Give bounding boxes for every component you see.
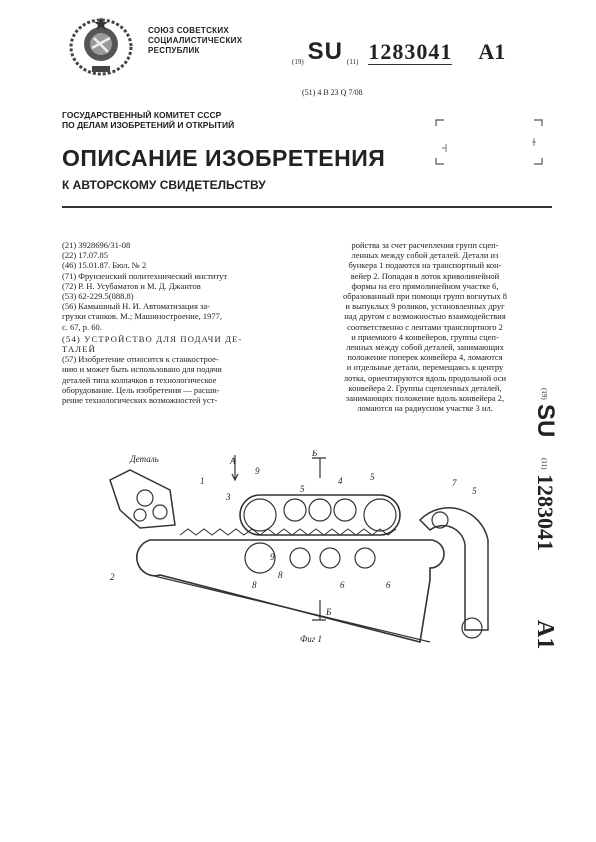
part [137, 490, 153, 506]
margin-inid-11: (11) [540, 458, 548, 470]
abstract-line: образованный при помощи групп вогнутых 8 [343, 291, 507, 302]
roller [290, 548, 310, 568]
margin-patent-number [520, 370, 580, 670]
biblio-line: (53) 62-229.5(088.8) [62, 291, 134, 302]
kind-code: A1 [478, 39, 506, 64]
roller [334, 499, 356, 521]
roller [284, 499, 306, 521]
figure-label: 1 [200, 476, 205, 486]
abstract-line: вейер 2. Попадая в лоток криволинейной [350, 270, 500, 281]
figure-label: 5 [472, 486, 477, 496]
abstract-line: лотка, ориентируются вдоль продольной оси [343, 372, 507, 383]
figure-label: 5 [300, 484, 305, 494]
biblio-line: (46) 15.01.87. Бюл. № 2 [62, 260, 147, 271]
committee [62, 110, 234, 130]
parts-row [180, 529, 396, 535]
figure-label: 6 [340, 580, 345, 590]
abstract-line: рение технологических возможностей уст- [62, 395, 218, 406]
roller [320, 548, 340, 568]
figure-label: 9 [270, 552, 275, 562]
invention-title-line: (54) УСТРОЙСТВО ДЛЯ ПОДАЧИ ДЕ- [62, 333, 243, 344]
abstract-line: занимающих положение вдоль конвейера 2, [345, 393, 505, 404]
figure-label: 4 [338, 476, 343, 486]
state-line: СОЮЗ СОВЕТСКИХ [148, 26, 230, 35]
abstract-line: ленных между собой деталей. Детали из [351, 250, 499, 261]
biblio-line: (71) Фрунзенский политехнический институт [62, 270, 228, 281]
roller [309, 499, 331, 521]
receiving-conveyor [240, 495, 400, 535]
biblio-line: (21) 3928696/31-08 [62, 240, 131, 250]
figure-label: 2 [110, 572, 115, 582]
country-code: SU [307, 38, 344, 65]
section-line-b [312, 458, 326, 620]
figure-label: Б [312, 450, 318, 458]
figure-label: А [230, 456, 236, 466]
figure-label: 6 [386, 580, 391, 590]
patent-number-row [292, 38, 505, 66]
biblio-line: грузки станков. М.; Машиностроение, 1977, [62, 311, 222, 322]
header-rule [62, 206, 552, 208]
abstract-line: ройства за счет расчепления групп сцеп- [351, 240, 499, 250]
bibliographic-column [62, 240, 282, 405]
margin-kind: A1 [532, 620, 558, 650]
abstract-line: формы на его прямолинейном участке 6, [351, 280, 499, 291]
abstract-line: ломаются на радиусном участке 3 ил. [357, 403, 493, 414]
figure-label: 8 [278, 570, 283, 580]
figure-1 [100, 450, 500, 650]
abstract-line: (57) Изобретение относится к станкострое- [62, 354, 219, 365]
abstract-line: ленных между собой деталей, занимающих [346, 342, 504, 353]
patent-number: 1283041 [368, 39, 453, 64]
figure-label: Б [326, 607, 332, 617]
abstract-line: конвейера 2. Группы сцепленных деталей, [348, 382, 502, 393]
abstract-line: оборудование. Цель изобретения — расши- [62, 384, 220, 395]
document-title: ОПИСАНИЕ ИЗОБРЕТЕНИЯ [62, 145, 386, 171]
figure-label: 5 [370, 472, 375, 482]
roller [364, 499, 396, 531]
abstract-line: нию и может быть использовано для подачи [62, 364, 222, 375]
biblio-line: (56) Камышный Н. И. Автоматизация за- [62, 301, 210, 312]
part [134, 509, 146, 521]
abstract-line: бункера 1 подаются на транспортный кон- [348, 260, 502, 271]
abstract-column [302, 240, 548, 413]
biblio-line: с. 67, р. 60. [62, 321, 102, 332]
margin-inid-19: (19) [540, 388, 548, 400]
state-emblem [62, 14, 140, 76]
roller [244, 499, 276, 531]
ipc-class: (51) 4 В 23 Q 7/08 [302, 88, 363, 97]
abstract-line: и приемного 4 конвейеров, группы сцеп- [351, 331, 499, 342]
roller [355, 548, 375, 568]
detail-label: Деталь [130, 454, 159, 464]
biblio-line: (22) 17.07.85 [62, 250, 109, 261]
figure-label: 3 [226, 492, 231, 502]
committee-line: ПО ДЕЛАМ ИЗОБРЕТЕНИЙ И ОТКРЫТИЙ [62, 120, 235, 130]
inid-19: (19) [292, 58, 304, 66]
hopper [110, 470, 175, 528]
committee-line: ГОСУДАРСТВЕННЫЙ КОМИТЕТ СССР [62, 110, 222, 120]
margin-country: SU [532, 404, 559, 438]
inid-11: (11) [347, 58, 359, 66]
state-line: РЕСПУБЛИК [148, 46, 200, 55]
figure-caption: Фиг 1 [300, 634, 322, 644]
abstract-line: и отдельные детали, перемещаясь к центру [346, 362, 504, 373]
abstract-line: положение поперек конвейера 4, ломаются [347, 352, 503, 363]
document-subtitle: К АВТОРСКОМУ СВИДЕТЕЛЬСТВУ [62, 178, 266, 192]
stamp-frame [434, 118, 544, 166]
margin-number: 1283041 [533, 474, 558, 551]
part [153, 505, 167, 519]
state-name [148, 26, 242, 56]
figure-label: 8 [252, 580, 257, 590]
biblio-line: (72) Р. Н. Усубаматов и М. Д. Джантов [62, 280, 201, 291]
invention-title-line: ТАЛЕЙ [62, 344, 97, 355]
state-line: СОЦИАЛИСТИЧЕСКИХ [148, 36, 243, 45]
abstract-line: деталей типа колпачков в технологическое [62, 374, 217, 385]
abstract-line: над другом с возможностью взаимодействия [344, 311, 506, 322]
abstract-line: и выпуклых 9 роликов, установленных друг [345, 301, 505, 312]
abstract-line: соответственно с лентами транспортного 2 [347, 321, 503, 332]
figure-label: 7 [452, 478, 457, 488]
figure-label: 9 [255, 466, 260, 476]
